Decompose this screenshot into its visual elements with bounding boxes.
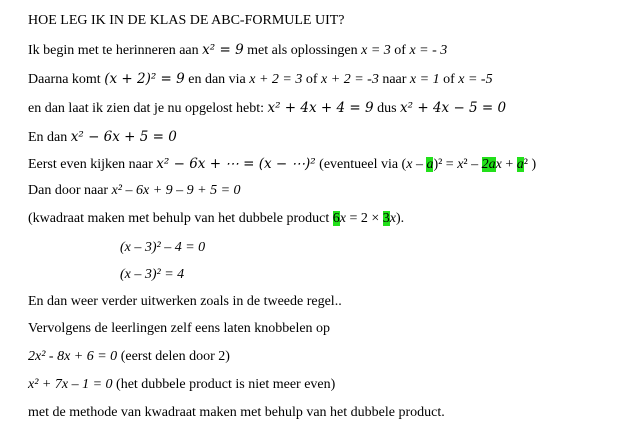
text: naar bbox=[378, 72, 410, 87]
text: – bbox=[412, 157, 427, 172]
text: ). bbox=[396, 211, 405, 226]
text: of bbox=[302, 72, 322, 87]
line-2 bbox=[28, 70, 493, 89]
math-formula: x² – 6x + 9 – 9 + 5 = 0 bbox=[111, 183, 241, 198]
math-formula: x² − 6x + ⋯ = (x − ⋯)² bbox=[156, 156, 316, 172]
math-formula: x² − 6x + 5 = 0 bbox=[70, 129, 177, 145]
math-formula: x² + 4x + 4 = 9 bbox=[267, 100, 374, 116]
math-formula: (x + 2)² = 9 bbox=[104, 71, 185, 87]
title-text: HOE LEG IK IN DE KLAS DE ABC-FORMULE UIT? bbox=[28, 13, 345, 28]
math-formula: (x – 3)² = 4 bbox=[120, 267, 185, 282]
text: ² – bbox=[463, 157, 482, 172]
text: Vervolgens de leerlingen zelf eens laten knobbelen op bbox=[28, 321, 331, 336]
line-11 bbox=[28, 320, 330, 338]
line-4 bbox=[28, 128, 177, 147]
text: en dan via bbox=[184, 72, 250, 87]
page-title bbox=[28, 12, 345, 30]
highlight-a: a bbox=[516, 157, 524, 172]
math-formula: x² + 7x – 1 = 0 bbox=[28, 377, 113, 392]
text: dus bbox=[373, 101, 401, 116]
line-10 bbox=[28, 293, 342, 311]
text: (kwadraat maken met behulp van het dubbele product bbox=[28, 211, 333, 226]
line-9 bbox=[120, 266, 184, 284]
highlight-a: a bbox=[426, 157, 434, 172]
text: (eventueel via ( bbox=[315, 157, 407, 172]
text: of bbox=[390, 43, 410, 58]
text: En dan bbox=[28, 130, 71, 145]
math-formula: x² + 4x − 5 = 0 bbox=[400, 100, 507, 116]
line-7 bbox=[28, 210, 404, 228]
text: )² = bbox=[433, 157, 458, 172]
line-3 bbox=[28, 99, 506, 118]
line-14 bbox=[28, 404, 445, 422]
var-x: x bbox=[406, 157, 413, 172]
line-1 bbox=[28, 41, 447, 60]
text: met als oplossingen bbox=[243, 43, 362, 58]
text: met de methode van kwadraat maken met behulp van het dubbele product. bbox=[28, 405, 445, 420]
text: Ik begin met te herinneren aan bbox=[28, 43, 203, 58]
text: + bbox=[501, 157, 517, 172]
text: en dan laat ik zien dat je nu opgelost hebt: bbox=[28, 101, 268, 116]
text: (eerst delen door 2) bbox=[117, 349, 230, 364]
text: of bbox=[439, 72, 459, 87]
math-formula: x + 2 = -3 bbox=[321, 72, 379, 87]
text: Dan door naar bbox=[28, 183, 112, 198]
line-13 bbox=[28, 376, 335, 394]
highlight-3: 3 bbox=[382, 211, 390, 226]
math-formula: x = - 3 bbox=[409, 43, 448, 58]
math-formula: x = 1 bbox=[409, 72, 440, 87]
text: Eerst even kijken naar bbox=[28, 157, 157, 172]
text: En dan weer verder uitwerken zoals in de tweede regel.. bbox=[28, 294, 342, 309]
highlight-2a: 2a bbox=[481, 157, 496, 172]
line-12 bbox=[28, 348, 230, 366]
math-formula: x = 3 bbox=[361, 43, 391, 58]
math-formula: x + 2 = 3 bbox=[249, 72, 303, 87]
var-x: x bbox=[495, 157, 502, 172]
math-formula: (x – 3)² – 4 = 0 bbox=[120, 240, 206, 255]
text: (het dubbele product is niet meer even) bbox=[112, 377, 336, 392]
math-formula: 2x² - 8x + 6 = 0 bbox=[28, 349, 118, 364]
math-formula: x² = 9 bbox=[202, 42, 244, 58]
var-x: x bbox=[457, 157, 464, 172]
line-8 bbox=[120, 239, 205, 257]
line-5 bbox=[28, 155, 536, 174]
var-x: x bbox=[339, 211, 346, 226]
highlight-6: 6 bbox=[332, 211, 340, 226]
text: Daarna komt bbox=[28, 72, 105, 87]
line-6 bbox=[28, 182, 241, 200]
var-x: x bbox=[389, 211, 397, 226]
text: ² ) bbox=[523, 157, 537, 172]
math-formula: x = -5 bbox=[458, 72, 493, 87]
text: = 2 × bbox=[346, 211, 383, 226]
